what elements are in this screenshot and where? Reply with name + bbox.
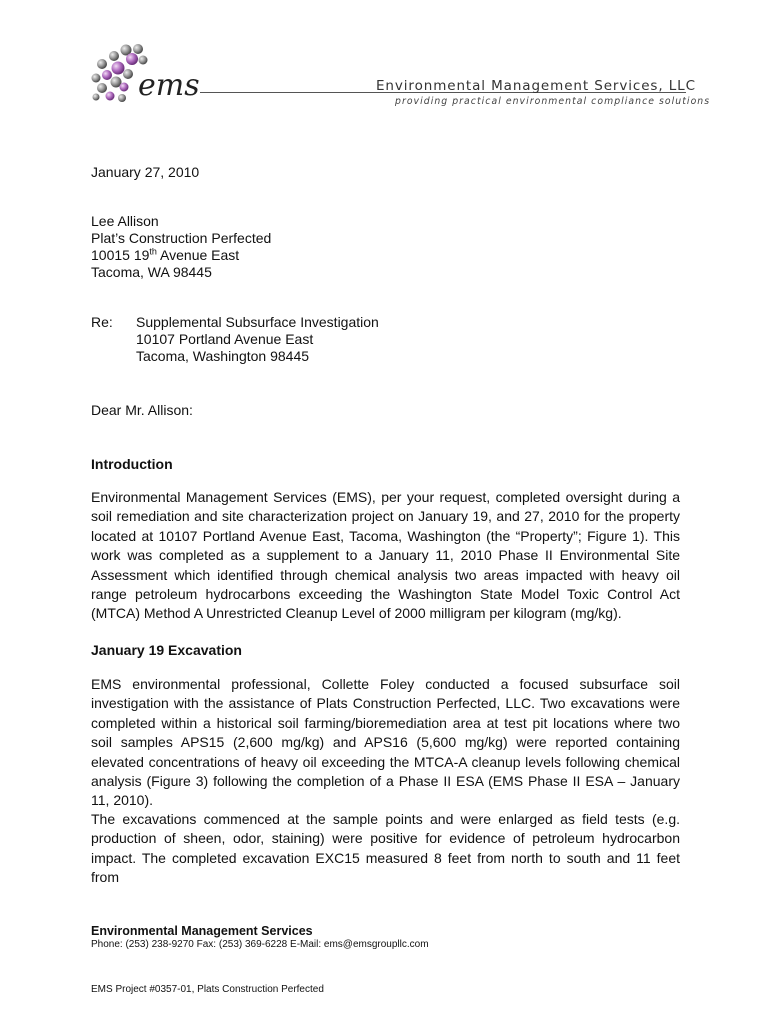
jan19-heading: January 19 Excavation <box>91 642 242 658</box>
footer-company: Environmental Management Services <box>91 924 313 938</box>
jan19-paragraph: EMS environmental professional, Collette Foley conducted a focused subsurface soil investigation with the assistance of Plats Construction Perfected, LLC. Two excavations were completed within a historical soil farming/bioremediation area at test pit locations where two soil samples APS15 (2,600 mg/kg) and APS16 (5,600 mg/kg) were reported containing elevated concentrations of heavy oil exceeding the MTCA-A cleanup levels following chemical analysis (Figure 3) following the completion of a Phase II ESA (EMS Phase II ESA – January 11, 2010). <box>91 676 680 809</box>
re-label: Re: <box>91 314 113 330</box>
svg-text:ems: ems <box>138 68 200 103</box>
company-tagline: providing practical environmental compliance solutions <box>395 96 711 107</box>
re-line-2: 10107 Portland Avenue East <box>136 331 314 347</box>
re-line-1: Supplemental Subsurface Investigation <box>136 314 379 330</box>
recipient-city: Tacoma, WA 98445 <box>91 264 212 280</box>
excavation-paragraph: The excavations commenced at the sample points and were enlarged as field tests (e.g. production of sheen, odor, staining) were positive for evidence of petroleum hydrocarbon impact. The completed excavation EXC15 measured 8 feet from north to south and 11 feet from <box>91 811 680 886</box>
footer-contact: Phone: (253) 238-9270 Fax: (253) 369-6228 E-Mail: ems@emsgroupllc.com <box>91 939 429 950</box>
recipient-street <box>91 247 239 264</box>
letterhead <box>88 42 711 112</box>
intro-heading: Introduction <box>91 456 173 472</box>
street-number: 10015 19 <box>91 247 150 263</box>
street-rest: Avenue East <box>156 247 240 263</box>
re-line-3: Tacoma, Washington 98445 <box>136 348 310 364</box>
salutation: Dear Mr. Allison: <box>91 402 193 418</box>
footer-project: EMS Project #0357-01, Plats Construction Perfected <box>91 984 324 995</box>
recipient-name: Lee Allison <box>91 213 159 229</box>
recipient-company: Plat’s Construction Perfected <box>91 230 272 246</box>
street-ordinal: th <box>149 246 157 257</box>
intro-paragraph: Environmental Management Services (EMS), per your request, completed oversight during a soil remediation and site characterization project on January 19, and 27, 2010 for the property located at 10107 Portland Avenue East, Tacoma, Washington (the “Property”; Figure 1). This work was completed as a supplement to a January 11, 2010 Phase II Environmental Site Assessment which identified through chemical analysis two areas impacted with heavy oil range petroleum hydrocarbons exceeding the Washington State Model Toxic Control Act (MTCA) Method A Unrestricted Cleanup Level of 2000 milligram per kilogram (mg/kg). <box>91 489 680 622</box>
ems-logo <box>88 42 213 112</box>
company-name: Environmental Management Services, LLC <box>376 78 696 94</box>
letter-date: January 27, 2010 <box>91 164 200 180</box>
